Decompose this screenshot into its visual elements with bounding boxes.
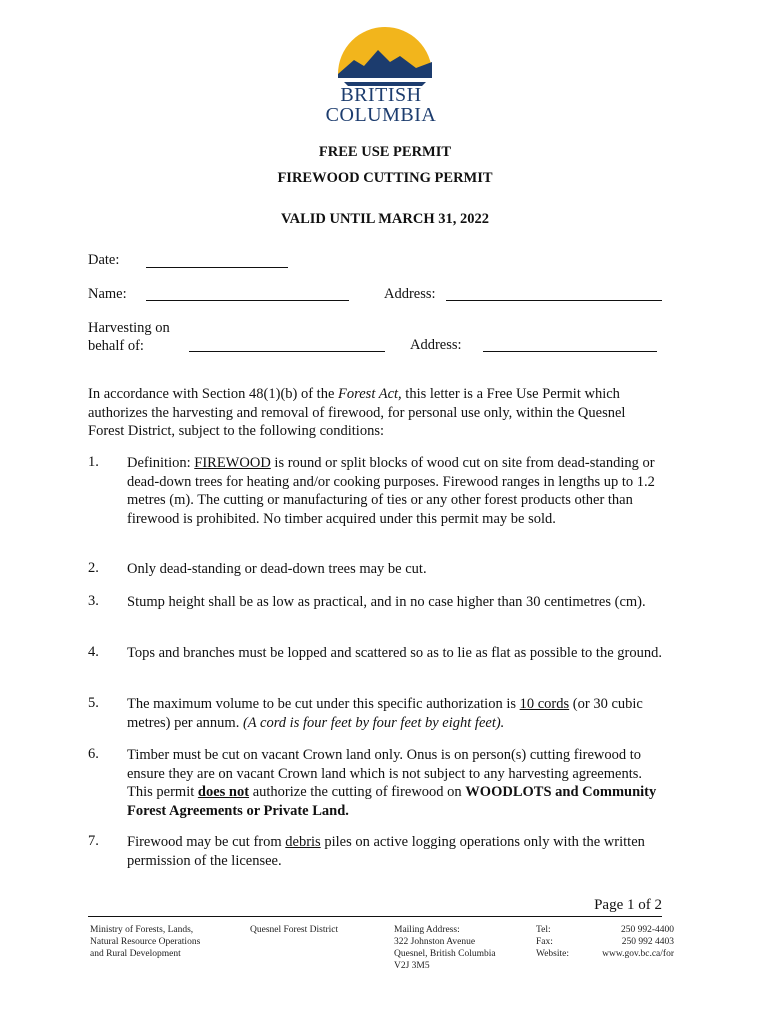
logo-line-columbia: COLUMBIA bbox=[325, 104, 437, 126]
harvesting-on-behalf-field[interactable] bbox=[189, 351, 385, 352]
harvesting-on-behalf-label bbox=[88, 319, 170, 355]
harvesting-label-line2: behalf of: bbox=[88, 338, 144, 354]
footer-contact-values bbox=[570, 924, 674, 960]
address-field[interactable] bbox=[446, 300, 662, 301]
harvesting-label-line1: Harvesting on bbox=[88, 320, 170, 336]
item-number-2: 2. bbox=[88, 560, 99, 576]
name-label: Name: bbox=[88, 286, 127, 302]
footer-contact-labels: Tel: Fax: Website: bbox=[536, 925, 570, 959]
condition-3: Stump height shall be as low as practical, and in no case higher than 30 centimetres (cm). bbox=[127, 594, 646, 610]
firewood-term: FIREWOOD bbox=[194, 455, 271, 471]
footer-mailing-address: Mailing Address: 322 Johnston Avenue Quesnel, British Columbia V2J 3M5 bbox=[394, 925, 496, 971]
item-number-6: 6. bbox=[88, 746, 99, 762]
date-field[interactable] bbox=[146, 267, 288, 268]
page-number: Page 1 of 2 bbox=[594, 897, 662, 913]
forest-act-reference: Forest Act, bbox=[338, 386, 402, 402]
condition-7: Firewood may be cut from debris piles on active logging operations only with the written permission of the licensee. bbox=[127, 834, 645, 869]
woodlots-emphasis: WOODLOTS and Community Forest Agreements or Private Land. bbox=[127, 784, 657, 819]
does-not-emphasis: does not bbox=[197, 784, 250, 800]
item-number-3: 3. bbox=[88, 593, 99, 609]
title-firewood-cutting-permit: FIREWOOD CUTTING PERMIT bbox=[277, 170, 493, 186]
logo-line-british: BRITISH bbox=[340, 84, 422, 106]
date-label: Date: bbox=[88, 252, 120, 268]
condition-2: Only dead-standing or dead-down trees may be cut. bbox=[127, 561, 427, 577]
logo-wordmark bbox=[316, 85, 446, 125]
name-field[interactable] bbox=[146, 300, 349, 301]
debris-term: debris bbox=[285, 834, 321, 850]
footer-district: Quesnel Forest District bbox=[250, 925, 339, 935]
footer-divider bbox=[88, 916, 662, 917]
condition-5: The maximum volume to be cut under this specific authorization is 10 cords (or 30 cubic metres) per annum. (A cord is four feet by four feet by eight feet). bbox=[127, 696, 643, 731]
condition-6: Timber must be cut on vacant Crown land only. Onus is on person(s) cutting firewood to ensure they are on vacant Crown land which is not subject to any harvesting agreements. This permit does not authorize the cutting of firewood on WOODLOTS and Community Forest Agreements or Private Land. bbox=[127, 747, 657, 819]
footer-tel: 250 992-4400 bbox=[620, 925, 674, 935]
footer-website-link[interactable]: www.gov.bc.ca/for bbox=[602, 949, 674, 959]
footer-ministry: Ministry of Forests, Lands, Natural Resource Operations and Rural Development bbox=[90, 925, 201, 959]
item-number-5: 5. bbox=[88, 695, 99, 711]
footer-fax: 250 992 4403 bbox=[621, 937, 674, 947]
title-valid-until: VALID UNTIL MARCH 31, 2022 bbox=[281, 211, 489, 227]
item-number-1: 1. bbox=[88, 454, 99, 470]
cords-limit: 10 cords bbox=[519, 696, 570, 712]
condition-1-definition: Definition: FIREWOOD is round or split blocks of wood cut on site from dead-standing or dead-down trees for heating and/or cooking purposes. Firewood ranges in lengths up to 1.2 metres (m). The cutting or manufacturing of ties or any other forest products other than firewood is prohibited. No timber acquired under this permit may be sold. bbox=[127, 455, 655, 527]
item-number-7: 7. bbox=[88, 833, 99, 849]
item-number-4: 4. bbox=[88, 644, 99, 660]
intro-paragraph: In accordance with Section 48(1)(b) of the Forest Act, this letter is a Free Use Permit which authorizes the harvesting and removal of firewood, for personal use only, within the Quesnel Forest District, subject to the following conditions: bbox=[88, 386, 626, 439]
behalf-address-label: Address: bbox=[410, 337, 462, 353]
behalf-address-field[interactable] bbox=[483, 351, 657, 352]
cord-definition: (A cord is four feet by four feet by eight feet). bbox=[242, 714, 505, 731]
condition-4: Tops and branches must be lopped and scattered so as to lie as flat as possible to the ground. bbox=[127, 645, 662, 661]
title-free-use-permit: FREE USE PERMIT bbox=[318, 144, 452, 160]
address-label: Address: bbox=[384, 286, 436, 302]
